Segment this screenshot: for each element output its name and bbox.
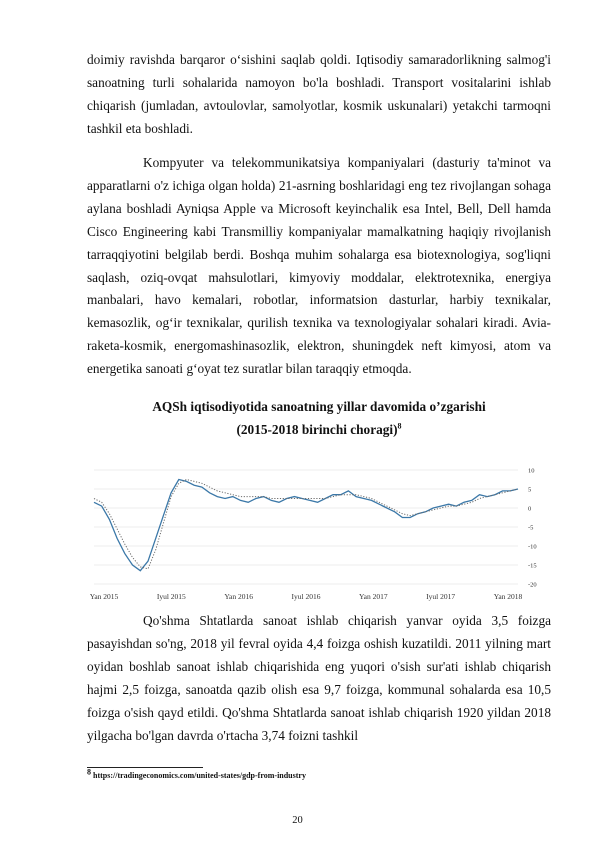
chart-heading-line-2 bbox=[87, 419, 551, 442]
x-tick-label: Iyul 2017 bbox=[426, 592, 456, 601]
x-tick-label: Iyul 2016 bbox=[291, 592, 321, 601]
paragraph-3: Qo'shma Shtatlarda sanoat ishlab chiqarish yanvar oyida 3,5 foizga pasayishdan so'ng, 2018 yil fevral oyida 4,4 foizga oshish kuzatildi. 2011 yilning mart oyidan boshlab sanoat ishlab chiqarishida eng yuqori o'sish sur'ati ishlab chiqarish hajmi 2,5 foizga, sanoatda qazib olish esa 9,7 foizga, kommunal sohalarda esa 10,5 foizga o'sish qayd etildi. Qo'shma Shtatlarda sanoat ishlab chiqarish 1920 yildan 2018 yilgacha bo'lgan davrda o'rtacha 3,74 foizni tashkil bbox=[87, 613, 551, 743]
y-tick-label: 0 bbox=[528, 505, 532, 513]
footnote-number: 8 bbox=[87, 767, 91, 777]
chart-grid bbox=[94, 470, 518, 584]
chart-series bbox=[94, 480, 518, 571]
page-number: 20 bbox=[292, 815, 303, 826]
y-tick-label: -15 bbox=[528, 562, 537, 570]
series-line bbox=[94, 480, 518, 571]
y-tick-label: -20 bbox=[528, 581, 537, 589]
x-tick-label: Yan 2016 bbox=[224, 592, 253, 601]
y-tick-label: 5 bbox=[528, 486, 532, 494]
chart-heading-text: (2015-2018 birinchi choragi) bbox=[236, 422, 398, 437]
x-axis-ticks bbox=[90, 592, 523, 601]
chart-heading-line-1: AQSh iqtisodiyotida sanoatning yillar davomida o’zgarishi bbox=[152, 399, 486, 414]
x-tick-label: Yan 2018 bbox=[493, 592, 523, 601]
paragraph-1: doimiy ravishda barqaror o‘sishini saqlab qoldi. Iqtisodiy samaradorlikning salmog'i sanoatning turli sohalarida namoyon bo'la boshladi. Transport vositalarini ishlab chiqarish (jumladan, avtoulovlar, samolyotlar, kosmik uskunalari) yetakchi tarmoqni tashkil eta boshladi. bbox=[87, 52, 551, 136]
footnote-divider bbox=[87, 767, 203, 768]
y-tick-label: -5 bbox=[528, 524, 534, 532]
x-tick-label: Yan 2015 bbox=[90, 592, 119, 601]
y-axis-ticks bbox=[528, 468, 537, 589]
x-tick-label: Iyul 2015 bbox=[156, 592, 186, 601]
footnote-reference: 8 bbox=[397, 421, 402, 431]
footnote-text: https://tradingeconomics.com/united-states/gdp-from-industry bbox=[93, 771, 306, 780]
industry-growth-chart bbox=[90, 466, 550, 606]
trend-line-dotted bbox=[94, 480, 518, 569]
x-tick-label: Yan 2017 bbox=[359, 592, 388, 601]
y-tick-label: -10 bbox=[528, 543, 537, 551]
y-tick-label: 10 bbox=[528, 467, 535, 475]
footnote bbox=[87, 767, 306, 780]
paragraph-2: Kompyuter va telekommunikatsiya kompaniyalari (dasturiy ta'minot va apparatlarni o'z ichiga olgan holda) 21-asrning boshlaridagi eng tez rivojlangan sohaga aylana boshladi Ayniqsa Apple va Microsoft keyinchalik esa Intel, Bell, Dell hamda Cisco Engineering kabi Transmilliy kompaniyalar mamalkatning haqiqiy rivojlanish tarraqqiyotini belgilab berdi. Boshqa muhim sohalarga esa biotexnologiya, sog'liqni saqlash, oziq-ovqat mahsulotlari, kimyoviy moddalar, elektrotexnika, energiya manbalari, havo kemalari, robotlar, informatsion dasturlar, harbiy texnikalar, kemasozlik, og‘ir texnikalar, qurilish texnika va texnologiyalar sohalari kiradi. Avia-raketa-kosmik, energomashinasozlik, elektron, shuningdek neft kimyosi, atom va energetika sanoati g‘oyat tez suratlar bilan taraqqiy etmoqda. bbox=[87, 155, 551, 377]
